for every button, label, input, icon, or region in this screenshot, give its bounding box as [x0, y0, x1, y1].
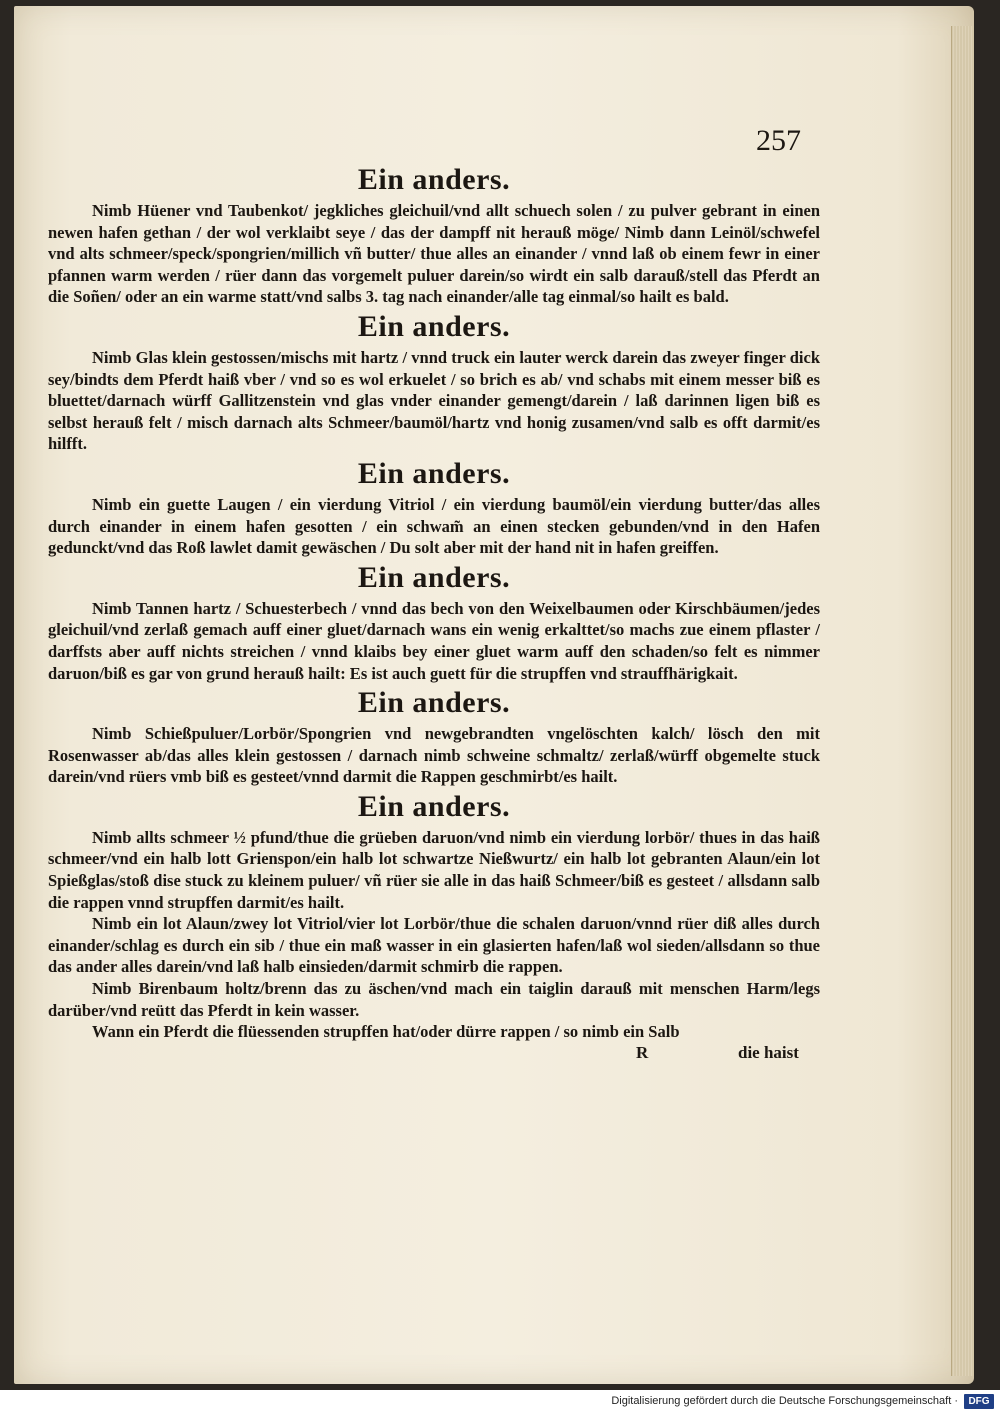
- section-heading: Ein anders.: [357, 309, 511, 343]
- book-page: [14, 6, 974, 1384]
- recipe-paragraph: Nimb ein guette Laugen / ein vierdung Vitriol / ein vierdung baumöl/ein vierdung butter/das alles durch einander in einem hafen gesotten / ein schwam̃ an einen stecken gebunden/vnd in den Hafen gedunckt/vnd das Roß lawlet damit gewäschen / Du solt aber mit der hand nit in hafen greiffen.: [48, 494, 820, 558]
- signature-mark: R: [636, 1042, 649, 1062]
- recipe-paragraph: Nimb Hüener vnd Taubenkot/ jegkliches gleichuil/vnd allt schuech solen / zu pulver gebrant in einen newen hafen gethan / der wol verklaibt seye / das der dampff nit herauß möge/ Nimb dann Leinöl/schwefel vnd alts schmeer/speck/spongrien/millich vñ butter/ thue alles an einander / vnnd laß ob einem fewr in einer pfannen warm werden / rüer dann das vorgemelt puluer darein/so wirdt ein salb darauß/stell das Pferdt an die Soñen/ oder an ein warme statt/vnd salbs 3. tag nach einander/alle tag einmal/so hailt es bald.: [48, 201, 820, 307]
- recipe-paragraph: Nimb Birenbaum holtz/brenn das zu äschen/vnd mach ein taiglin darauß mit menschen Harm/legs darüber/vnd reütt das Pferdt in kein wasser.: [48, 979, 820, 1020]
- dfg-logo: DFG: [964, 1394, 994, 1409]
- page-footer: [48, 1043, 820, 1065]
- section-heading: Ein anders.: [357, 163, 511, 196]
- credit-text: Digitalisierung gefördert durch die Deutsche Forschungsgemeinschaft ·: [611, 1395, 958, 1407]
- credit-bar: [0, 1392, 1000, 1414]
- recipe-paragraph: Nimb ein lot Alaun/zwey lot Vitriol/vier lot Lorbör/thue die schalen daruon/vnnd rüer diß alles durch einander/schlag es durch ein sib / thue ein maß wasser in ein glasierten hafen/laß wol sieden/allsdann so thue das ander alles darein/vnd laß halb einsieden/darmit schmirb die rappen.: [48, 914, 820, 977]
- page-number: 257: [756, 124, 801, 157]
- recipe-paragraph: Nimb allts schmeer ½ pfund/thue die grüeben daruon/vnd nimb ein vierdung lorbör/ thues in das haiß schmeer/vnd ein halb lott Grienspon/ein halb lot schwartze Nießwurtz/ ein halb lot gebranten Alaun/ein lot Spießglas/stoß dise stuck zu kleinem puluer/ vñ rüer sie alle in das haiß Schmeer/biß es gesteet / allsdann salb die rappen vnnd strupffen darmit/es hailt.: [48, 827, 820, 912]
- recipe-paragraph: Wann ein Pferdt die flüessenden strupffen hat/oder dürre rappen / so nimb ein Salb: [92, 1022, 680, 1042]
- section-heading: Ein anders.: [357, 789, 511, 823]
- section-heading: Ein anders.: [357, 686, 511, 720]
- recipe-paragraph: Nimb Schießpuluer/Lorbör/Spongrien vnd newgebrandten vngelöschten kalch/ lösch den mit Rosenwasser ab/das alles klein gestossen / darnach nimb schweine schmaltz/ zerlaß/würff obgemelte stuck darein/vnd rüers vmb biß es gesteet/vnnd darmit die Rappen geschmirbt/es hailt.: [48, 724, 820, 787]
- page-text: [48, 161, 820, 1065]
- recipe-paragraph: Nimb Tannen hartz / Schuesterbech / vnnd das bech von den Weixelbaumen oder Kirschbäumen/jedes gleichuil/vnd zerlaß gemach auff einer gluet/darnach wans ein wenig erkalttet/so machs zue einem pflaster / darffsts aber auff nichts streichen / vnnd klaibs bey einer gluet warm auff den schaden/so felt es nimmer daruon/biß es gar von grund herauß hailt: Es ist auch guett für die strupffen vnd strauffhärigkait.: [48, 598, 820, 683]
- section-heading: Ein anders.: [357, 456, 511, 490]
- recipe-paragraph: Nimb Glas klein gestossen/mischs mit hartz / vnnd truck ein lauter werck darein das zweyer finger dick sey/bindts dem Pferdt haiß vber / vnd so es wol erkuelet / so brich es ab/ vnd schabs mit einem messer biß es bluettet/darnach würff Gallitzenstein vnd glas vnder einander gemengt/darein / laß darinnen ligen biß es selbst herauß felt / misch darnach alts Schmeer/baumöl/hartz vnd honig zusamen/vnd salb es offt darmit/es hilfft.: [48, 347, 820, 454]
- page-edge: [951, 26, 974, 1376]
- section-heading: Ein anders.: [357, 560, 511, 594]
- catchword: die haist: [738, 1042, 799, 1062]
